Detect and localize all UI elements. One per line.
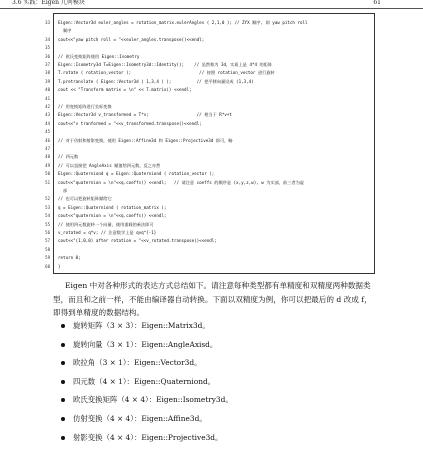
code-text: cout<<"v tranformed = "<<v_transformed.transpose()<<endl; [58,120,202,126]
bullet-icon [61,380,65,384]
code-text: Eigen::Isometry3d T=Eigen::Isometry3d::Identity(); // 虽然称为 3d，实质上是 4*4 的矩阵 [58,62,273,67]
code-text: Eigen::Quaterniond q = Eigen::Quaterniond ( rotation_vector ); [58,171,215,177]
line-number: 36 [45,53,50,59]
line-number: 56 [45,230,50,235]
line-number: 47 [45,146,50,151]
code-line [45,262,376,271]
list-item [53,394,375,406]
line-number: 35 [45,45,50,51]
list-item [53,320,375,332]
line-number: 46 [45,137,50,143]
list-item [53,432,375,444]
line-number: 53 [45,204,50,210]
list-item [53,413,375,425]
bullet-icon [61,343,65,347]
code-text: T.pretranslate ( Eigen::Vector3d ( 1,3,4 ) ); // 把平移向量设成 (1,3,4) [58,78,254,84]
line-number: 43 [45,112,50,118]
line-number: 42 [45,104,50,109]
code-text: T.rotate ( rotation_vector ); // 按照 rotation_vector 进行旋转 [58,70,275,76]
line-number: 59 [45,255,50,261]
code-text: cout<<"quaternion = \n"<<q.coeffs() <<endl; // 请注意 coeffs 的顺序是 (x,y,z,w), w 为实部，前三者为虚 [58,179,304,185]
line-number: 54 [45,213,50,219]
list-item-text: 仿射变换（4 × 4）：Eigen::Affine3d。 [73,414,207,423]
code-text: v_rotated = q*v; // 注意数学上是 qvq^{-1} [58,230,157,235]
bullet-icon [61,361,65,365]
body-paragraph: Eigen 中对各种形式的表达方式总结如下。请注意每种类型都有单精度和双精度两种数据类型，而且和之前一样，不能由编译器自动转换。下面以双精度为例，你可以把最后的 d 改成 f，即得到单精度的数据结构。 [53,281,372,317]
line-number: 55 [45,221,50,227]
code-text: Eigen::Vector3d euler_angles = rotation_matrix.eulerAngles ( 2,1,0 ); // ZYX 顺序, 即 yaw pitch roll [58,20,308,25]
line-number: 57 [45,238,50,244]
code-text: // 四元数 [58,154,79,160]
code-text: 顺序 [58,28,72,34]
code-text: q = Eigen::Quaterniond ( rotation_matrix ); [58,204,167,210]
line-number: 49 [45,162,50,168]
line-number: 44 [45,120,50,126]
line-number: 39 [45,78,50,84]
list-item-text: 旋转矩阵（3 × 3）：Eigen::Matrix3d。 [73,321,210,330]
code-text: // 也可以把旋转矩阵赋给它 [58,196,112,202]
page-header [0,0,423,9]
code-text: } [58,263,61,269]
section-title: 3.6 实践：Eigen 几何模块 [12,0,85,6]
list-item [53,376,375,388]
list-item-text: 射影变换（4 × 4）：Eigen::Projective3d。 [73,432,223,442]
code-text: // 对于仿射和射影变换，使用 Eigen::Affine3d 和 Eigen::Projective3d 即可，略 [58,137,233,143]
list-item-text: 欧氏变换矩阵（4 × 4）：Eigen::Isometry3d。 [73,395,233,405]
line-number: 52 [45,196,50,202]
code-text: cout << "Transform matrix = \n" << T.matrix() <<endl; [58,87,192,93]
code-listing [45,13,375,274]
code-text: return 0; [58,255,81,261]
line-number: 58 [45,246,50,252]
list-item-text: 欧拉角（3 × 1）：Eigen::Vector3d。 [73,358,202,368]
line-number: 34 [45,36,50,42]
line-number: 33 [45,20,50,25]
bullet-icon [61,436,65,440]
line-number: 50 [45,171,50,177]
line-number: 37 [45,62,50,67]
code-text: Eigen::Vector3d v_transformed = T*v; // 相当于 R*v+t [58,112,232,118]
line-number: 48 [45,154,50,160]
bullet-icon [61,324,65,328]
code-text: // 欧氏变换矩阵使用 Eigen::Isometry [58,53,140,59]
code-text: // 使用四元数旋转一个向量，使用重载的乘法即可 [58,221,154,227]
line-number: 51 [45,179,50,185]
code-text: cout<<"(1,0,0) after rotation = "<<v_rotated.transpose()<<endl; [58,238,217,244]
list-item [53,339,375,351]
code-text: cout<<"yaw pitch roll = "<<euler_angles.transpose()<<endl; [58,36,205,42]
line-number: 40 [45,87,50,93]
bullet-icon [61,398,65,402]
list-item [53,357,375,369]
line-number: 60 [45,263,50,269]
code-text: 部 [58,188,68,193]
code-text: cout<<"quaternion = \n"<<q.coeffs() <<endl; [58,213,167,219]
bullet-icon [61,417,65,421]
page-number: 61 [373,0,381,6]
line-number: 38 [45,70,50,76]
line-number: 41 [45,95,50,101]
code-text: // 可以直接把 AngleAxis 赋值给四元数，反之亦然 [58,162,161,168]
code-text: // 用变换矩阵进行坐标变换 [58,104,112,109]
list-item-text: 四元数（4 × 1）：Eigen::Quaterniond。 [73,376,216,386]
list-item-text: 旋转向量（3 × 1）：Eigen::AngleAxisd。 [73,339,218,349]
line-number: 45 [45,129,50,135]
